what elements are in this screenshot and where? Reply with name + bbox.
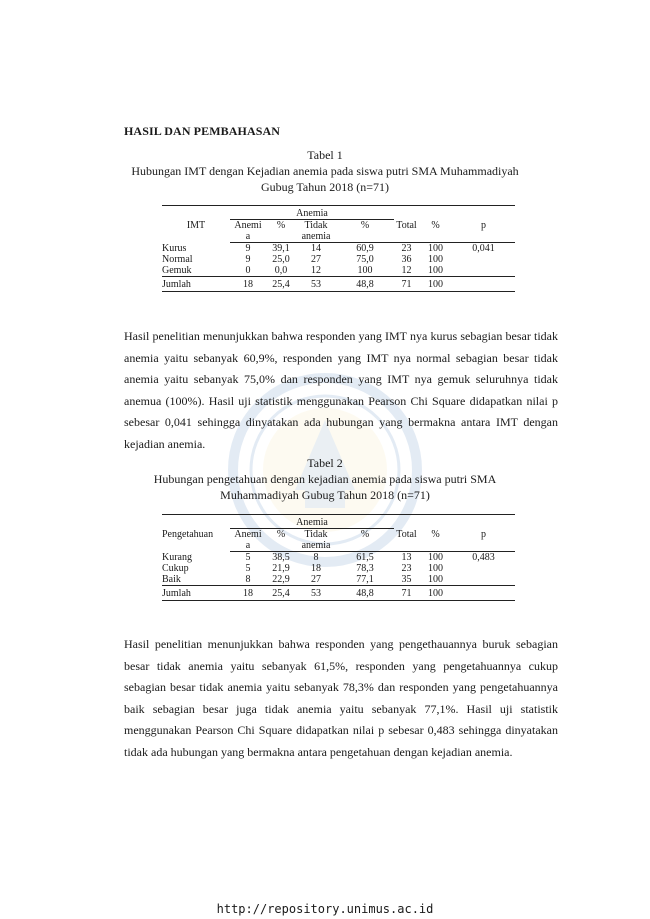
- cell-pct: 25,0: [272, 254, 290, 265]
- cell-tidak: 27: [311, 254, 321, 265]
- cell-pct3: 100: [428, 552, 443, 563]
- table2-header-pct3: %: [431, 528, 440, 540]
- cell-total: 71: [394, 586, 419, 601]
- row-label: Normal: [162, 254, 193, 265]
- cell-tidak: 8: [313, 552, 319, 563]
- cell-pct2: 100: [336, 265, 394, 277]
- table2-header-tidak-2: anemia: [296, 540, 336, 552]
- row-label: Kurus: [162, 242, 187, 254]
- table2-caption: [110, 455, 540, 503]
- cell-tidak: 12: [296, 265, 336, 277]
- paragraph-imt: Hasil penelitian menunjukkan bahwa responden yang IMT nya kurus sebagian besar tidak anemia yaitu sebanyak 60,9%, responden yang IMT nya normal sebagian besar tidak anemia yaitu sebanyak 75,0% dan responden yang IMT nya gemuk seluruhnya tidak anemua (100%). Hasil uji statistik menggunakan Pearson Chi Square didapatkan nilai p sebesar 0,041 sehingga dinyatakan ada hubungan yang bermakna antara IMT dengan kejadian anemia.: [124, 329, 558, 451]
- total-label: Jumlah: [162, 586, 230, 601]
- table1-label: Tabel 1: [307, 148, 343, 162]
- cell-pct2: 61,5: [356, 552, 374, 563]
- cell-pct2: 48,8: [336, 586, 394, 601]
- table-total-row: [162, 277, 515, 292]
- table2-header-group: Anemia: [230, 515, 394, 529]
- cell-pct3: 100: [428, 243, 443, 254]
- cell-p: [452, 265, 515, 277]
- table2-caption-line1: Hubungan pengetahuan dengan kejadian anemia pada siswa putri SMA: [153, 472, 497, 486]
- paragraph-pengetahuan: Hasil penelitian menunjukkan bahwa responden yang pengethauannya buruk sebagian besar tidak anemia yaitu sebanyak 61,5%, responden yang pengetahuannya cukup sebagian besar tidak anemia yaitu sebanyak 78,3% dan responden yang pengetahuannya baik sebagian besar juga tidak anemia yaitu sebanyak 77,1%. Hasil uji statistik menggunakan Pearson Chi Square didapatkan nilai p sebesar 0,483 sehingga dinyatakan tidak ada hubungan yang bermakna antara pengetahuan dengan kejadian anemia.: [124, 637, 558, 759]
- cell-anemia: 9: [245, 243, 251, 254]
- table2-header-total: Total: [396, 528, 417, 540]
- table1-caption: [110, 147, 540, 195]
- cell-total: 23: [401, 243, 412, 254]
- cell-pct: 21,9: [272, 563, 290, 574]
- table2-header-tidak: Tidak: [304, 529, 328, 540]
- table1-header-anemia: Anemi: [234, 220, 262, 231]
- table2-header-var: Pengetahuan: [162, 515, 230, 552]
- table1-header-anemia-2: a: [230, 231, 266, 243]
- cell-pct2: 60,9: [356, 243, 374, 254]
- table2-header-anemia: Anemi: [234, 529, 262, 540]
- table1-header-var: IMT: [162, 206, 230, 243]
- cell-pct: 25,4: [266, 586, 296, 601]
- cell-anemia: 18: [230, 586, 266, 601]
- cell-anemia: 8: [230, 574, 266, 586]
- cell-total: 13: [401, 552, 412, 563]
- table-row: [162, 243, 515, 255]
- row-label: Baik: [162, 574, 230, 586]
- table1-header-tidak-2: anemia: [296, 231, 336, 243]
- cell-anemia: 5: [245, 563, 251, 574]
- cell-pct: 38,5: [272, 552, 290, 563]
- cell-tidak: 14: [311, 243, 321, 254]
- cell-total: 36: [401, 254, 412, 265]
- total-label: Jumlah: [162, 277, 230, 292]
- row-label: Cukup: [162, 563, 189, 574]
- cell-p: [452, 254, 515, 265]
- table1-caption-line2: Gubug Tahun 2018 (n=71): [260, 180, 390, 194]
- table2-header-anemia-2: a: [230, 540, 266, 552]
- cell-tidak: 53: [296, 277, 336, 292]
- table1-header-p: p: [481, 219, 486, 231]
- cell-p: 0,041: [472, 243, 495, 254]
- table2-header-pct: %: [276, 529, 286, 540]
- cell-tidak: 18: [311, 563, 321, 574]
- cell-pct2: 48,8: [336, 277, 394, 292]
- section-title: HASIL DAN PEMBAHASAN: [124, 124, 281, 138]
- cell-pct2: 78,3: [356, 563, 374, 574]
- table1-header-tidak: Tidak: [304, 220, 328, 231]
- cell-anemia: 5: [245, 552, 251, 563]
- cell-pct2: 75,0: [356, 254, 374, 265]
- row-label: Kurang: [162, 551, 192, 563]
- table1: [162, 205, 515, 292]
- table1-caption-line1: Hubungan IMT dengan Kejadian anemia pada siswa putri SMA Muhammadiyah: [131, 164, 519, 178]
- row-label: Gemuk: [162, 265, 230, 277]
- cell-pct3: 100: [428, 254, 443, 265]
- table1-header-pct: %: [276, 220, 286, 231]
- table1-header-pct3: %: [431, 219, 440, 231]
- cell-pct3: 100: [419, 265, 452, 277]
- cell-p: [452, 563, 515, 574]
- table2-header-p: p: [481, 528, 486, 540]
- table-row: [162, 563, 515, 574]
- cell-p: [452, 574, 515, 586]
- table1-header-total: Total: [396, 219, 417, 231]
- cell-tidak: 27: [296, 574, 336, 586]
- cell-pct: 39,1: [272, 243, 290, 254]
- table2-header-pct2: %: [360, 529, 370, 540]
- table1-header-pct2: %: [360, 220, 370, 231]
- cell-anemia: 0: [230, 265, 266, 277]
- table-total-row: [162, 586, 515, 601]
- cell-p: 0,483: [472, 552, 495, 563]
- cell-pct3: 100: [419, 277, 452, 292]
- cell-tidak: 53: [296, 586, 336, 601]
- table2-label: Tabel 2: [307, 456, 343, 470]
- cell-pct: 25,4: [266, 277, 296, 292]
- cell-pct3: 100: [419, 586, 452, 601]
- table-row: [162, 265, 515, 277]
- cell-pct3: 100: [428, 563, 443, 574]
- table2-caption-line2: Muhammadiyah Gubug Tahun 2018 (n=71): [220, 488, 430, 502]
- cell-total: 35: [394, 574, 419, 586]
- cell-pct: 0,0: [266, 265, 296, 277]
- cell-pct3: 100: [419, 574, 452, 586]
- repository-url-footer: http://repository.unimus.ac.id: [216, 902, 434, 916]
- cell-pct: 22,9: [266, 574, 296, 586]
- table-row: [162, 254, 515, 265]
- table-row: [162, 552, 515, 564]
- cell-total: 12: [394, 265, 419, 277]
- cell-total: 23: [401, 563, 412, 574]
- cell-pct2: 77,1: [336, 574, 394, 586]
- table1-header-group: Anemia: [230, 206, 394, 220]
- cell-anemia: 18: [230, 277, 266, 292]
- table-row: [162, 574, 515, 586]
- cell-anemia: 9: [245, 254, 251, 265]
- cell-total: 71: [394, 277, 419, 292]
- table2: [162, 514, 515, 601]
